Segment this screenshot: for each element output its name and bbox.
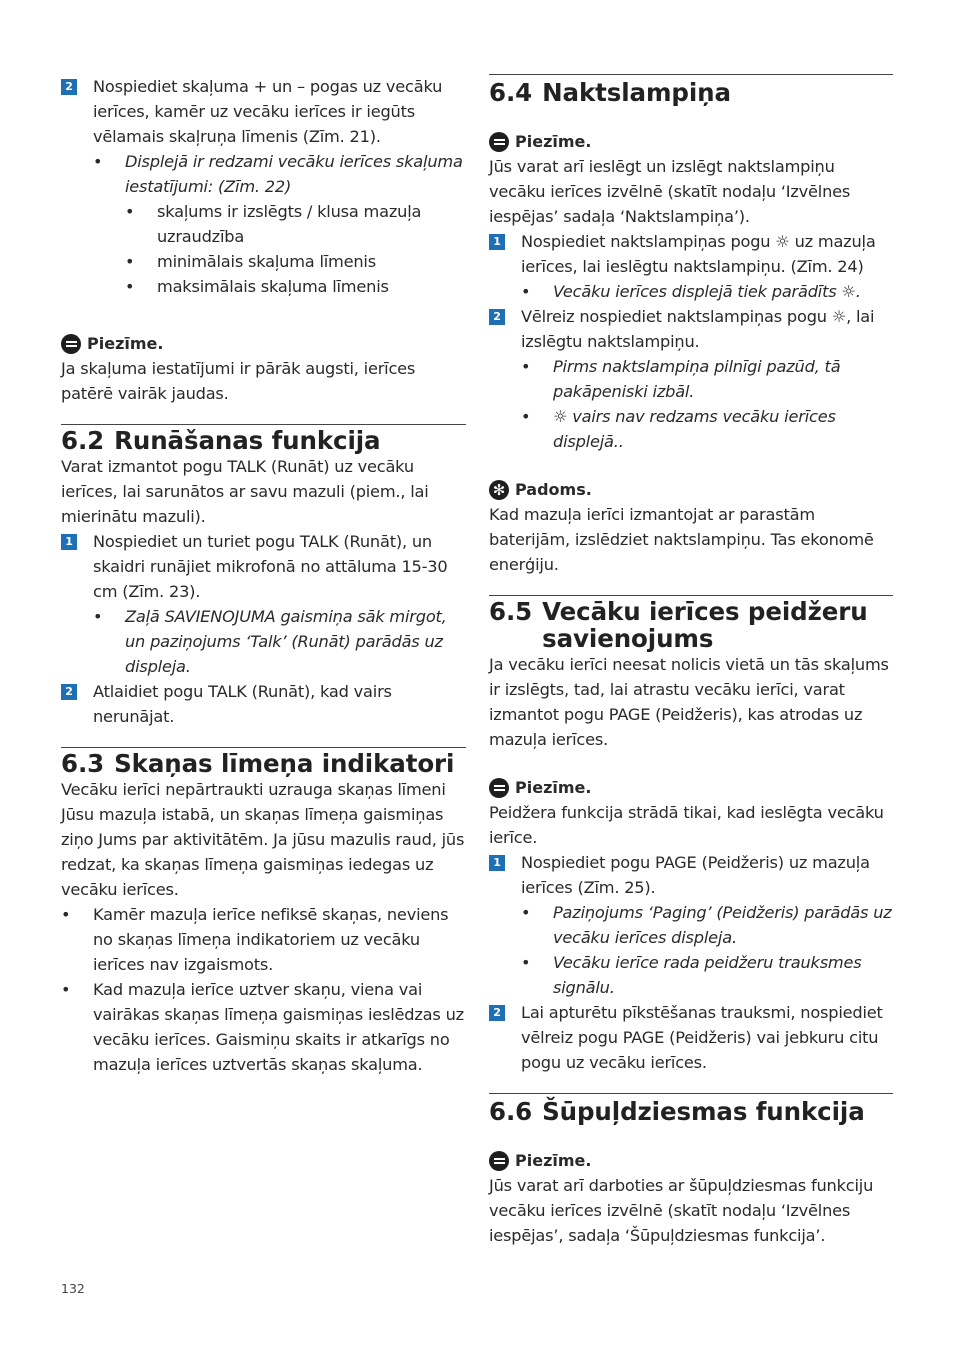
sub-bullet-text: skaļums ir izslēgts / klusa mazuļa uzraudzība — [157, 202, 422, 246]
tip-heading — [489, 478, 893, 502]
note-heading — [489, 776, 893, 800]
section-6-4 — [489, 74, 893, 577]
list-item — [61, 902, 466, 977]
bullet-dot: • — [521, 903, 531, 922]
step-number-badge: 1 — [61, 534, 77, 550]
sub-bullet-text: minimālais skaļuma līmenis — [157, 252, 376, 271]
section-intro: Vecāku ierīci nepārtraukti uzrauga skaņas līmeni Jūsu mazuļa istabā, un skaņas līmeņa gaismiņas ziņo Jums par aktivitātēm. Ja jūsu mazulis raud, jūs redzat, ka skaņas līmeņa gaismiņas iedegas uz vecāku ierīces. — [61, 780, 465, 899]
step-number-badge: 2 — [489, 1005, 505, 1021]
section-6-6 — [489, 1093, 893, 1248]
bullet-text: Zaļā SAVIENOJUMA gaismiņa sāk mirgot, un paziņojums ‘Talk’ (Runāt) parādās uz displeja. — [125, 607, 447, 676]
note-icon — [489, 778, 509, 798]
step-bullet — [489, 404, 893, 454]
bullet-dot: • — [521, 357, 531, 376]
section-6-2 — [61, 424, 466, 729]
note-label: Piezīme. — [515, 1151, 592, 1170]
step-text: Nospiediet naktslampiņas pogu ☼ uz mazuļa ierīces, lai ieslēgtu naktslampiņu. (Zīm. 24) — [521, 232, 876, 276]
section-heading-text: Vecāku ierīces peidžeru savienojums — [542, 597, 868, 653]
step-2-paging — [489, 1000, 893, 1075]
step-1-nightlight — [489, 229, 893, 279]
section-heading-text: Šūpuļdziesmas funkcija — [542, 1097, 865, 1126]
section-number: 6.5 — [489, 597, 533, 626]
section-title — [489, 79, 893, 106]
bullet-dot: • — [61, 905, 71, 924]
sub-bullet-text: maksimālais skaļuma līmenis — [157, 277, 389, 296]
step-text: Atlaidiet pogu TALK (Runāt), kad vairs nerunājat. — [93, 682, 392, 726]
sub-bullet — [61, 274, 466, 299]
note-icon — [489, 132, 509, 152]
step-text: Vēlreiz nospiediet naktslampiņas pogu ☼, lai izslēgtu naktslampiņu. — [521, 307, 875, 351]
step-2-nightlight — [489, 304, 893, 354]
left-column — [61, 74, 466, 1077]
bullet-text: Paziņojums ‘Paging’ (Peidžeris) parādās uz vecāku ierīces displeja. — [553, 903, 892, 947]
section-intro: Varat izmantot pogu TALK (Runāt) uz vecāku ierīces, lai sarunātos ar savu mazuli (piem., lai mierinātu mazuli). — [61, 457, 429, 526]
step-text: Nospiediet skaļuma + un – pogas uz vecāku ierīces, kamēr uz vecāku ierīces ir iegūts vēlamais skaļruņa līmenis (Zīm. 21). — [93, 77, 443, 146]
section-title — [489, 598, 893, 652]
note-label: Piezīme. — [515, 132, 592, 151]
right-column — [489, 74, 893, 1248]
section-heading-text: Naktslampiņa — [542, 78, 731, 107]
list-item — [61, 977, 466, 1077]
section-6-5 — [489, 595, 893, 1075]
note-text: Ja skaļuma iestatījumi ir pārāk augsti, ierīces patērē vairāk jaudas. — [61, 359, 416, 403]
section-title — [61, 750, 466, 777]
section-number: 6.4 — [489, 78, 533, 107]
sub-bullet — [61, 199, 466, 249]
step-bullet — [61, 149, 466, 199]
list-item-text: Kamēr mazuļa ierīce nefiksē skaņas, neviens no skaņas līmeņa indikatoriem uz vecāku ierīces nav izgaismots. — [93, 905, 449, 974]
step-text: Lai apturētu pīkstēšanas trauksmi, nospiediet vēlreiz pogu PAGE (Peidžeris) vai jebkuru citu pogu uz vecāku ierīces. — [521, 1003, 883, 1072]
step-bullet — [489, 900, 893, 950]
step-bullet — [61, 604, 466, 679]
bullet-dot: • — [521, 953, 531, 972]
bullet-text: Pirms naktslampiņa pilnīgi pazūd, tā pakāpeniski izbāl. — [553, 357, 841, 401]
note-label: Piezīme. — [87, 334, 164, 353]
section-heading-text: Skaņas līmeņa indikatori — [114, 749, 455, 778]
note-heading — [489, 130, 893, 154]
step-2-talk — [61, 679, 466, 729]
sub-bullet — [61, 249, 466, 274]
step-bullet — [489, 354, 893, 404]
step-bullet — [489, 279, 893, 304]
note-text: Peidžera funkcija strādā tikai, kad ieslēgta vecāku ierīce. — [489, 803, 884, 847]
bullet-dot: • — [125, 202, 135, 221]
section-number: 6.6 — [489, 1097, 533, 1126]
bullet-dot: • — [125, 252, 135, 271]
tip-icon: ✻ — [489, 480, 509, 500]
section-number: 6.3 — [61, 749, 105, 778]
bullet-dot: • — [61, 980, 71, 999]
bullet-text: Vecāku ierīces displejā tiek parādīts ☼. — [553, 282, 861, 301]
step-text: Nospiediet un turiet pogu TALK (Runāt), un skaidri runājiet mikrofonā no attāluma 15-30 cm (Zīm. 23). — [93, 532, 448, 601]
section-intro: Ja vecāku ierīci neesat nolicis vietā un tās skaļums ir izslēgts, tad, lai atrastu vecāku ierīci, varat izmantot pogu PAGE (Peidžeris), kas atrodas uz mazuļa ierīces. — [489, 655, 889, 749]
note-heading — [61, 332, 466, 356]
note-text: Jūs varat arī darboties ar šūpuļdziesmas funkciju vecāku ierīces izvēlnē (skatīt nodaļu ‘Izvēlnes iespējas’, sadaļa ‘Šūpuļdziesmas funkcija’. — [489, 1176, 874, 1245]
page-number: 132 — [61, 1281, 85, 1296]
bullet-dot: • — [93, 152, 103, 171]
bullet-dot: • — [521, 282, 531, 301]
section-title — [61, 427, 466, 454]
step-number-badge: 2 — [61, 684, 77, 700]
step-1-talk — [61, 529, 466, 604]
step-number-badge: 1 — [489, 855, 505, 871]
step-1-paging — [489, 850, 893, 900]
note-icon — [489, 1151, 509, 1171]
note-heading — [489, 1149, 893, 1173]
section-title — [489, 1098, 893, 1125]
note-label: Piezīme. — [515, 778, 592, 797]
note-icon — [61, 334, 81, 354]
tip-text: Kad mazuļa ierīci izmantojat ar parastām baterijām, izslēdziet naktslampiņu. Tas ekonomē enerģiju. — [489, 505, 874, 574]
step-2-volume — [61, 74, 466, 149]
step-bullet — [489, 950, 893, 1000]
bullet-text: Displejā ir redzami vecāku ierīces skaļuma iestatījumi: (Zīm. 22) — [125, 152, 463, 196]
bullet-text: Vecāku ierīce rada peidžeru trauksmes signālu. — [553, 953, 862, 997]
note-text: Jūs varat arī ieslēgt un izslēgt naktslampiņu vecāku ierīces izvēlnē (skatīt nodaļu ‘Izvēlnes iespējas’ sadaļa ‘Naktslampiņa’). — [489, 157, 851, 226]
bullet-dot: • — [125, 277, 135, 296]
section-heading-text: Runāšanas funkcija — [114, 426, 381, 455]
step-number-badge: 1 — [489, 234, 505, 250]
bullet-dot: • — [93, 607, 103, 626]
step-number-badge: 2 — [489, 309, 505, 325]
list-item-text: Kad mazuļa ierīce uztver skaņu, viena vai vairākas skaņas līmeņa gaismiņas ieslēdzas uz vecāku ierīces. Gaismiņu skaits ir atkarīgs no mazuļa ierīces uztvertās skaņas skaļuma. — [93, 980, 464, 1074]
step-text: Nospiediet pogu PAGE (Peidžeris) uz mazuļa ierīces (Zīm. 25). — [521, 853, 870, 897]
bullet-text: ☼ vairs nav redzams vecāku ierīces displejā.. — [553, 407, 836, 451]
bullet-dot: • — [521, 407, 531, 426]
tip-label: Padoms. — [515, 480, 592, 499]
section-number: 6.2 — [61, 426, 105, 455]
section-6-3 — [61, 747, 466, 1077]
step-number-badge: 2 — [61, 79, 77, 95]
